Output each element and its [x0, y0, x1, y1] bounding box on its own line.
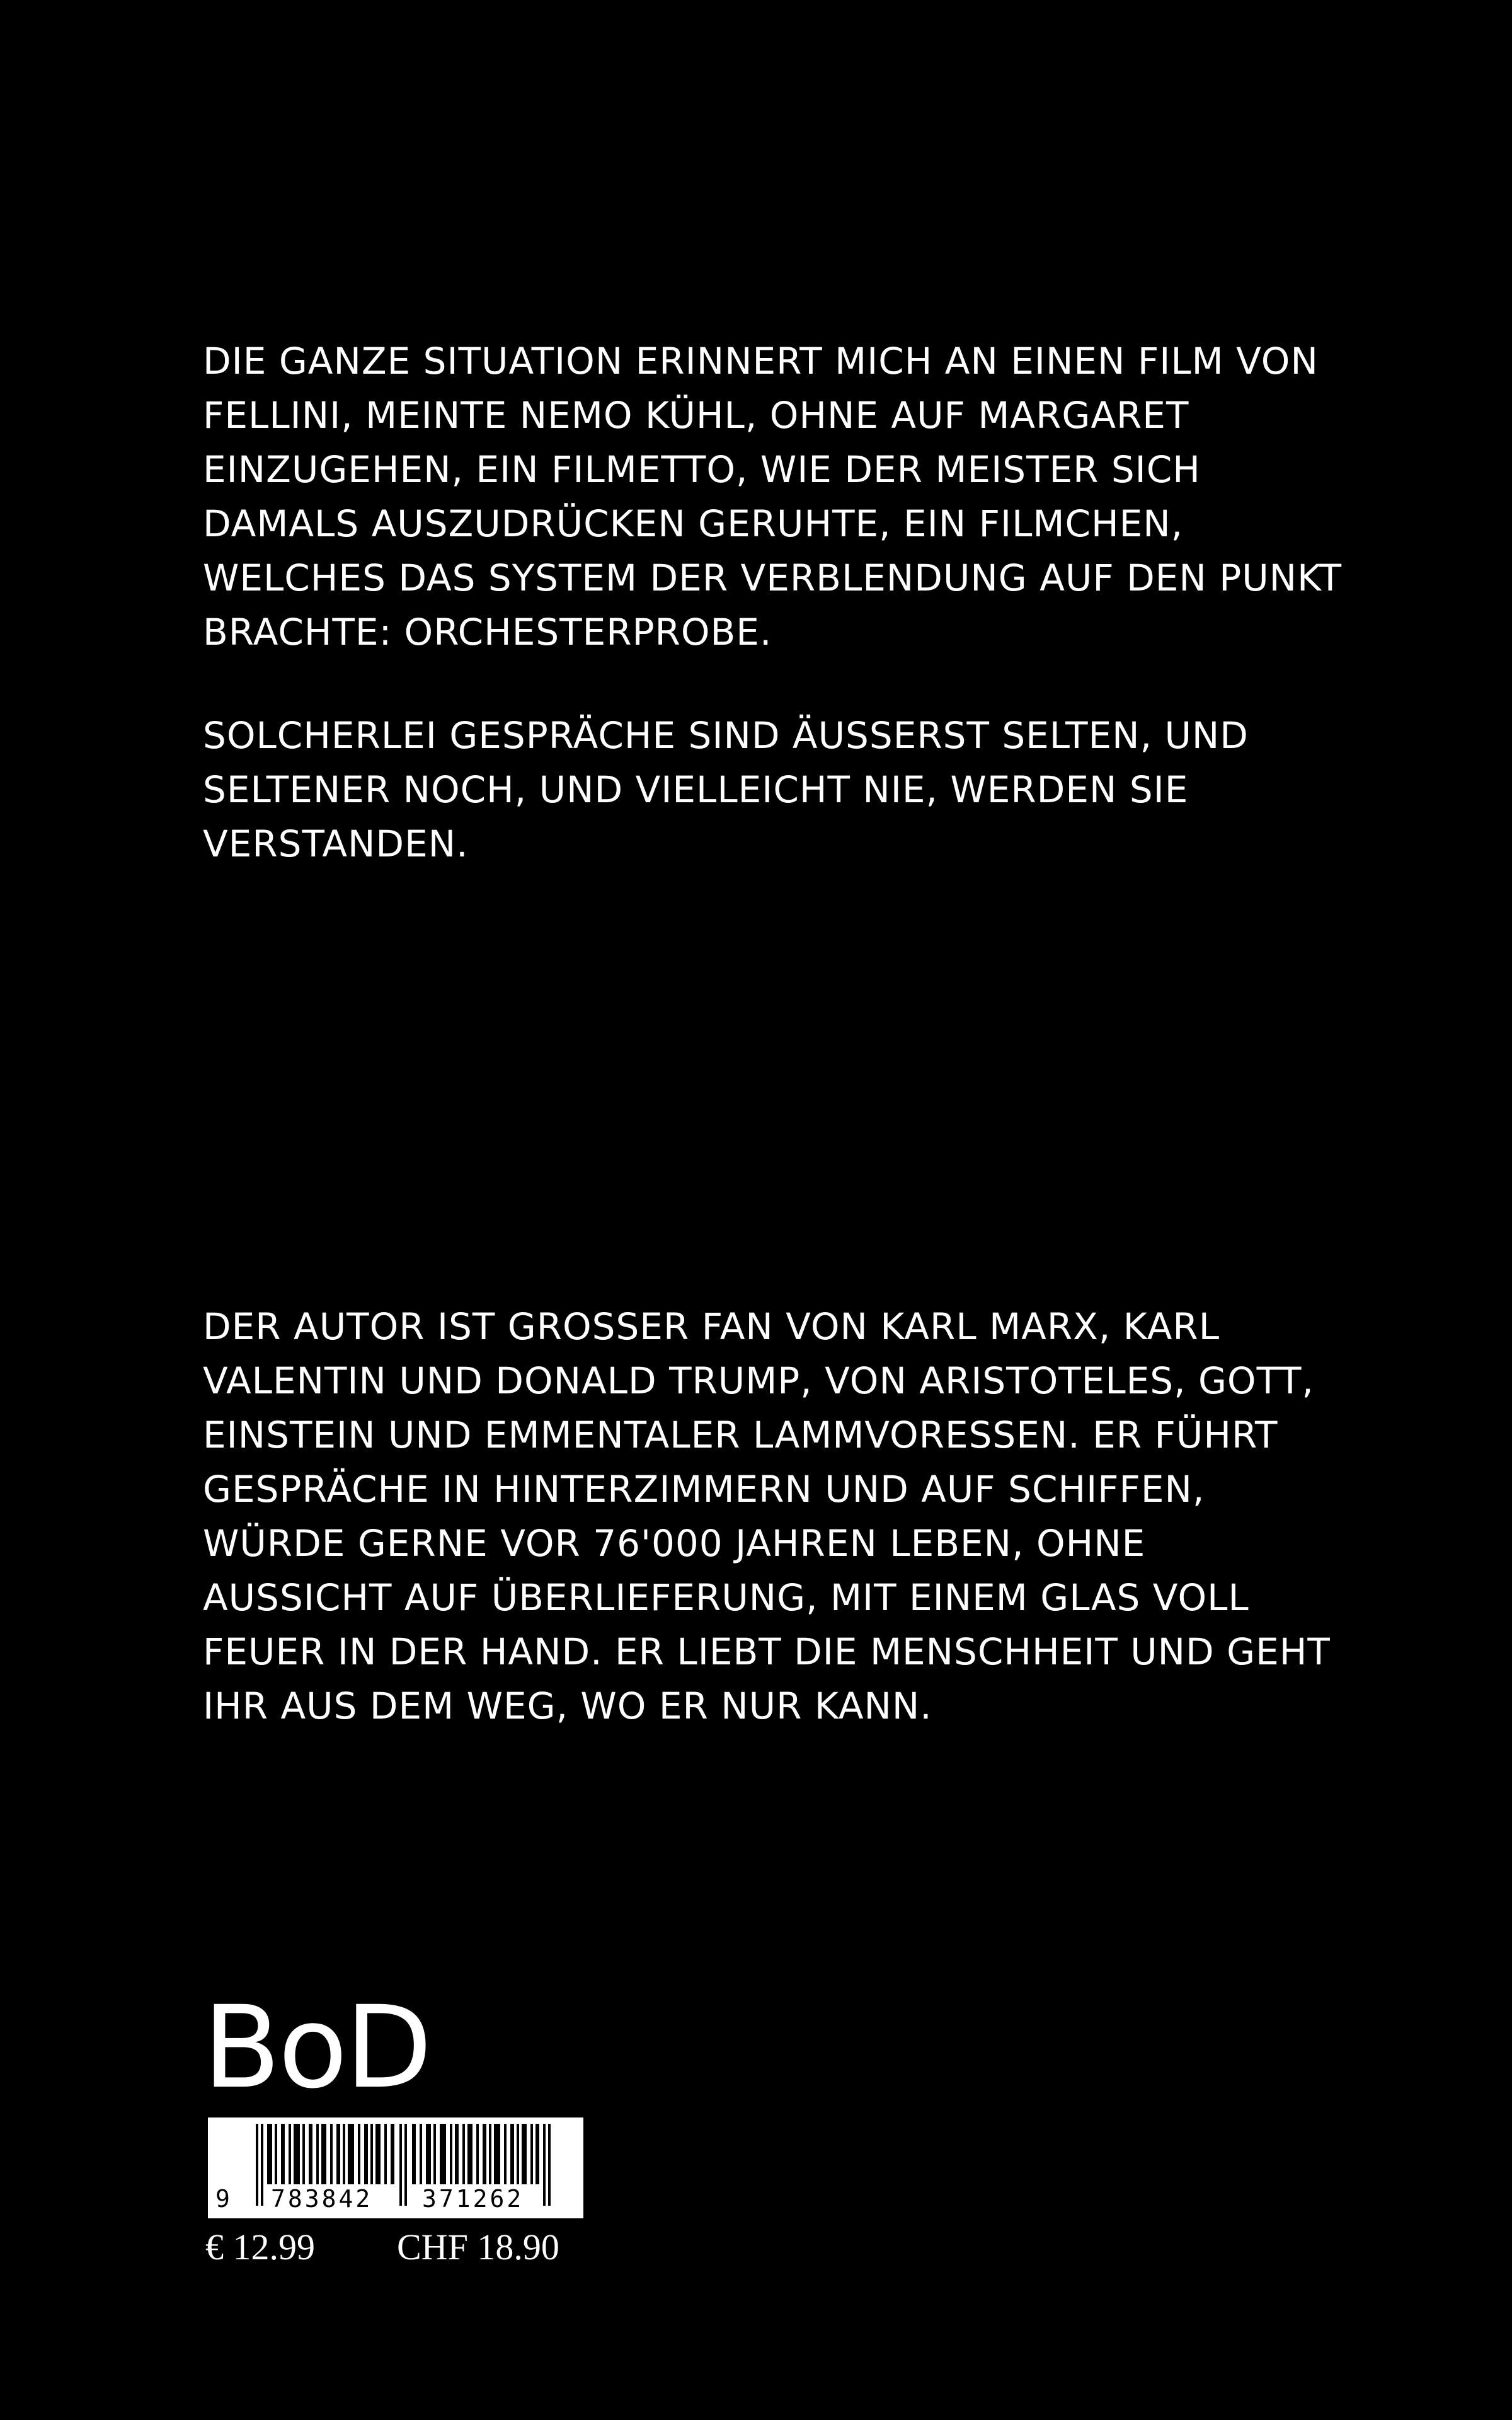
blurb-line: WELCHES DAS SYSTEM DER VERBLENDUNG AUF DEN PUNKT — [203, 556, 1343, 599]
price-chf: CHF 18.90 — [397, 2227, 559, 2267]
blurb-line: VERSTANDEN. — [203, 822, 469, 865]
author-bio-line: GESPRÄCHE IN HINTERZIMMERN UND AUF SCHIFFEN, — [203, 1468, 1205, 1511]
blurb-line: BRACHTE: ORCHESTERPROBE. — [203, 611, 772, 654]
author-bio-line: VALENTIN UND DONALD TRUMP, VON ARISTOTELES, GOTT, — [203, 1359, 1314, 1402]
isbn-barcode — [208, 2118, 583, 2218]
author-bio-line: EINSTEIN UND EMMENTALER LAMMVORESSEN. ER FÜHRT — [203, 1414, 1278, 1456]
blurb-paragraph-1 — [203, 334, 1343, 659]
blurb-line: FELLINI, MEINTE NEMO KÜHL, OHNE AUF MARGARET — [203, 394, 1189, 437]
author-bio-line: WÜRDE GERNE VOR 76'000 JAHREN LEBEN, OHNE — [203, 1522, 1146, 1565]
blurb-line: DAMALS AUSZUDRÜCKEN GERUHTE, EIN FILMCHEN, — [203, 502, 1184, 545]
author-bio-line: IHR AUS DEM WEG, WO ER NUR KANN. — [203, 1685, 932, 1727]
barcode-digit-group-2: 371262 — [422, 2185, 524, 2213]
blurb-line: SELTENER NOCH, UND VIELLEICHT NIE, WERDEN SIE — [203, 768, 1189, 811]
publisher-logo: BoD — [203, 1982, 430, 2114]
price-eur: € 12.99 — [205, 2227, 315, 2267]
author-bio-line: FEUER IN DER HAND. ER LIEBT DIE MENSCHHEIT UND GEHT — [203, 1630, 1331, 1673]
blurb-line: DIE GANZE SITUATION ERINNERT MICH AN EINEN FILM VON — [203, 340, 1319, 383]
blurb-line: SOLCHERLEI GESPRÄCHE SIND ÄUSSERST SELTEN, UND — [203, 714, 1249, 757]
blurb-line: EINZUGEHEN, EIN FILMETTO, WIE DER MEISTER SICH — [203, 448, 1201, 491]
author-bio-line: AUSSICHT AUF ÜBERLIEFERUNG, MIT EINEM GLAS VOLL — [203, 1576, 1249, 1619]
barcode-digit-group-1: 783842 — [271, 2185, 373, 2213]
author-bio-line: DER AUTOR IST GROSSER FAN VON KARL MARX, KARL — [203, 1305, 1220, 1348]
blurb-paragraph-2 — [203, 708, 1286, 871]
barcode-lead-digit: 9 — [215, 2185, 230, 2213]
author-bio — [203, 1299, 1331, 1733]
barcode-digits — [208, 2183, 583, 2215]
